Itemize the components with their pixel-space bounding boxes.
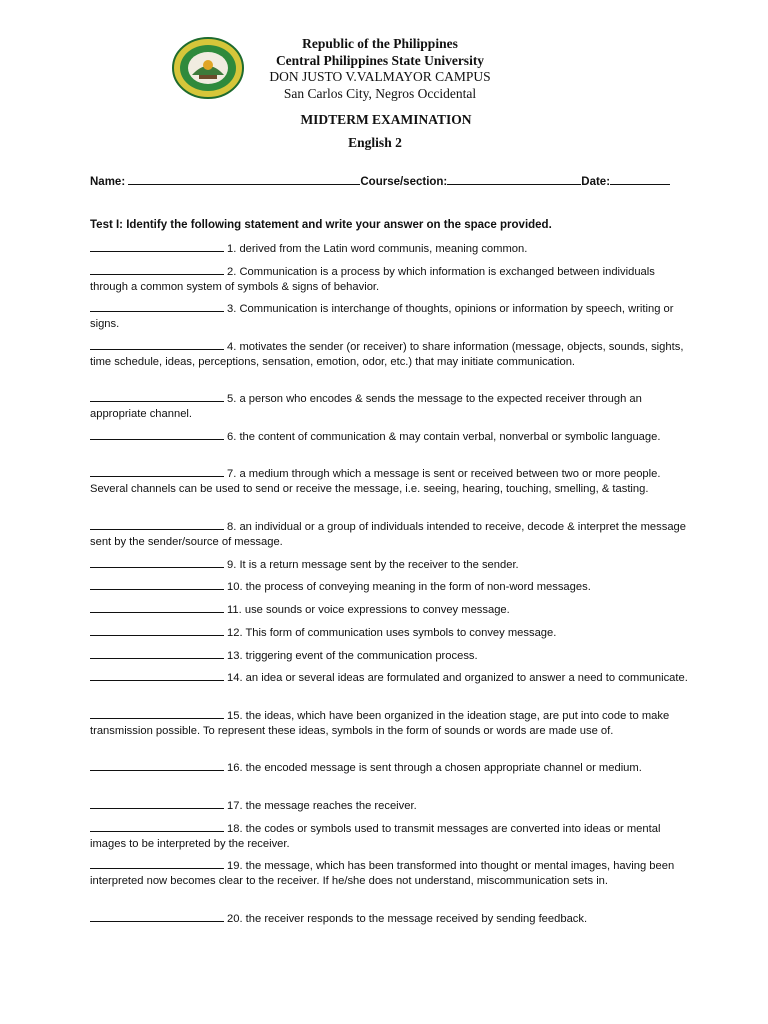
university-name: Central Philippines State University xyxy=(275,52,485,68)
question-item xyxy=(90,820,690,852)
question-number: 20. xyxy=(227,913,243,925)
question-number: 17. xyxy=(227,800,243,812)
question-item xyxy=(90,465,690,497)
question-item xyxy=(90,240,690,257)
question-number: 15. xyxy=(227,710,243,722)
date-label: Date: xyxy=(581,176,611,188)
question-number: 10. xyxy=(227,581,243,593)
question-item xyxy=(90,797,690,814)
question-number: 2. xyxy=(227,266,237,278)
question-item xyxy=(90,428,690,445)
exam-subject: English 2 xyxy=(348,135,402,150)
date-field[interactable] xyxy=(610,173,670,185)
campus-location: San Carlos City, Negros Occidental xyxy=(283,85,477,101)
question-text: It is a return message sent by the receiver to the sender. xyxy=(239,559,519,571)
answer-blank[interactable] xyxy=(90,556,224,568)
question-text: derived from the Latin word communis, meaning common. xyxy=(239,243,528,255)
question-text: the codes or symbols used to transmit messages are converted into ideas or mental images to be interpreted by the receiver. xyxy=(90,823,661,850)
question-item xyxy=(90,759,690,776)
institution-header xyxy=(230,36,530,102)
question-item xyxy=(90,624,690,641)
answer-blank[interactable] xyxy=(90,338,224,350)
answer-blank[interactable] xyxy=(90,759,224,771)
question-number: 8. xyxy=(227,521,237,533)
answer-blank[interactable] xyxy=(90,390,224,402)
answer-blank[interactable] xyxy=(90,669,224,681)
question-item xyxy=(90,300,690,332)
name-field[interactable] xyxy=(128,173,360,185)
question-item xyxy=(90,857,690,889)
answer-blank[interactable] xyxy=(90,518,224,530)
question-number: 5. xyxy=(227,393,237,405)
course-section-label: Course/section: xyxy=(360,176,448,188)
question-number: 12. xyxy=(227,627,243,639)
question-item xyxy=(90,578,690,595)
question-number: 3. xyxy=(227,303,237,315)
answer-blank[interactable] xyxy=(90,857,224,869)
course-section-field[interactable] xyxy=(447,173,581,185)
answer-blank[interactable] xyxy=(90,707,224,719)
question-item xyxy=(90,518,690,550)
answer-blank[interactable] xyxy=(90,647,224,659)
question-item xyxy=(90,707,690,739)
question-number: 14. xyxy=(227,672,243,684)
answer-blank[interactable] xyxy=(90,240,224,252)
question-text: an idea or several ideas are formulated and organized to answer a need to communicate. xyxy=(245,672,688,684)
question-number: 4. xyxy=(227,341,237,353)
question-text: the encoded message is sent through a chosen appropriate channel or medium. xyxy=(245,762,642,774)
question-text: the process of conveying meaning in the form of non-word messages. xyxy=(245,581,591,593)
question-number: 9. xyxy=(227,559,237,571)
question-text: This form of communication uses symbols to convey message. xyxy=(245,627,557,639)
question-item xyxy=(90,910,690,927)
question-item xyxy=(90,390,690,422)
question-item xyxy=(90,556,690,573)
question-item xyxy=(90,263,690,295)
question-text: a person who encodes & sends the message to the expected receiver through an appropriate channel. xyxy=(90,393,642,420)
question-item xyxy=(90,601,690,618)
answer-blank[interactable] xyxy=(90,601,224,613)
question-text: the message reaches the receiver. xyxy=(245,800,417,812)
question-text: use sounds or voice expressions to convey message. xyxy=(244,604,510,616)
exam-title: MIDTERM EXAMINATION xyxy=(300,112,472,127)
test-instructions: Test I: Identify the following statement and write your answer on the space provided. xyxy=(90,219,552,231)
answer-blank[interactable] xyxy=(90,910,224,922)
answer-blank[interactable] xyxy=(90,300,224,312)
answer-blank[interactable] xyxy=(90,428,224,440)
question-number: 18. xyxy=(227,823,243,835)
answer-blank[interactable] xyxy=(90,797,224,809)
question-text: the message, which has been transformed into thought or mental images, having been interpreted now becomes clear to the receiver. If he/she does not understand, miscommunication sets in. xyxy=(90,860,675,887)
question-text: the ideas, which have been organized in the ideation stage, are put into code to make transmission possible. To represent these ideas, symbols in the form of sounds or words are made use of. xyxy=(90,710,670,737)
question-text: an individual or a group of individuals intended to receive, decode & interpret the message sent by the sender/source of message. xyxy=(90,521,686,548)
question-text: a medium through which a message is sent or received between two or more people. Several channels can be used to send or receive the message, i.e. seeing, hearing, touching, smelling, & tasting. xyxy=(90,468,661,495)
question-text: motivates the sender (or receiver) to share information (message, objects, sounds, sights, time schedule, ideas, perceptions, sensation, emotion, odor, etc.) that may initiate communication. xyxy=(90,341,684,368)
name-label: Name: xyxy=(90,176,126,188)
answer-blank[interactable] xyxy=(90,578,224,590)
answer-blank[interactable] xyxy=(90,263,224,275)
question-item xyxy=(90,669,690,686)
question-text: triggering event of the communication process. xyxy=(245,650,478,662)
student-info-row xyxy=(90,173,670,188)
question-text: Communication is a process by which information is exchanged between individuals through a common system of symbols & signs of behavior. xyxy=(90,266,655,293)
question-text: Communication is interchange of thoughts, opinions or information by speech, writing or signs. xyxy=(90,303,674,330)
question-number: 7. xyxy=(227,468,237,480)
question-number: 1. xyxy=(227,243,237,255)
country-name: Republic of the Philippines xyxy=(302,36,458,51)
question-number: 16. xyxy=(227,762,243,774)
campus-name: DON JUSTO V.VALMAYOR CAMPUS xyxy=(269,69,491,84)
question-number: 13. xyxy=(227,650,243,662)
question-item xyxy=(90,338,690,370)
question-text: the receiver responds to the message received by sending feedback. xyxy=(245,913,588,925)
question-number: 19. xyxy=(227,860,243,872)
question-number: 11. xyxy=(227,604,242,616)
answer-blank[interactable] xyxy=(90,465,224,477)
answer-blank[interactable] xyxy=(90,624,224,636)
question-text: the content of communication & may contain verbal, nonverbal or symbolic language. xyxy=(239,431,661,443)
question-item xyxy=(90,647,690,664)
answer-blank[interactable] xyxy=(90,820,224,832)
question-number: 6. xyxy=(227,431,237,443)
